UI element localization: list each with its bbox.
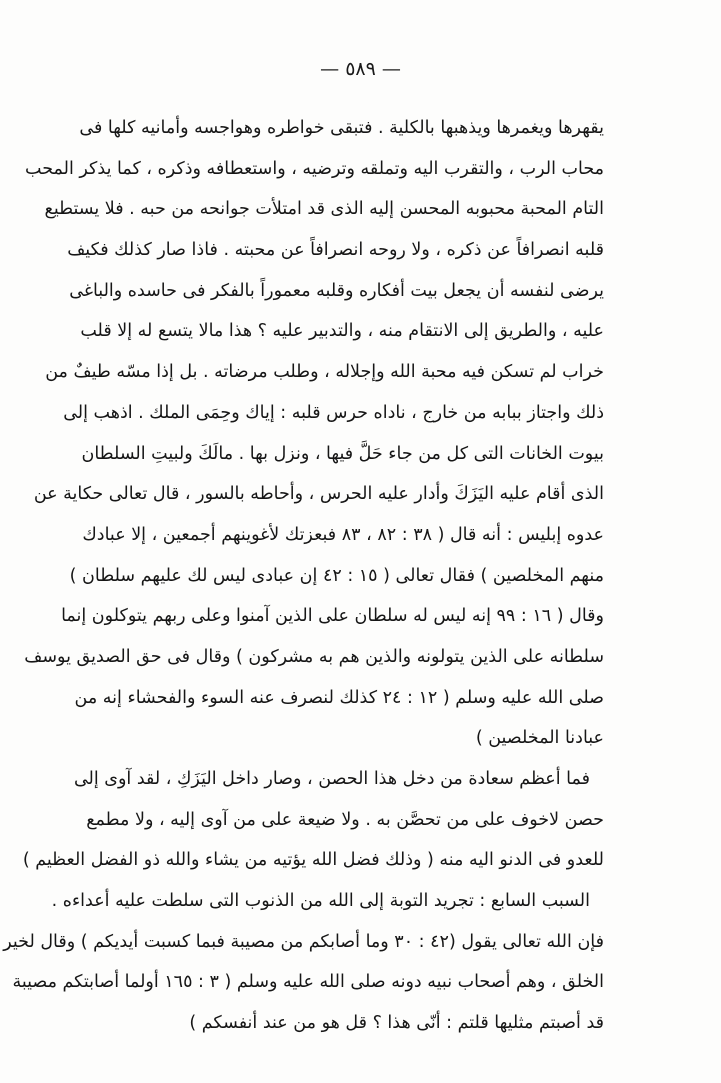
text-line: فإن الله تعالى يقول (٤٢ : ٣٠ وما أصابكم من مصيبة فبما كسبت أيديكم ) وقال لخير [3, 931, 604, 952]
text-line: عدوه إبليس : أنه قال ( ٣٨ : ٨٢ ، ٨٣ فبعزتك لأغوينهم أجمعين ، إلا عبادك [82, 524, 604, 545]
text-line: عليه ، والطريق إلى الانتقام منه ، والتدبير عليه ؟ هذا مالا يتسع له إلا قلب [80, 321, 604, 342]
text-line: الذى أقام عليه اليَزَكَ وأدار عليه الحرس ، وأحاطه بالسور ، قال تعالى حكاية عن [33, 484, 604, 505]
text-line: التام المحبة محبوبه المحسن إليه الذى قد امتلأت جوانحه من حبه . فلا يستطيع [44, 199, 604, 220]
text-line: وقال ( ١٦ : ٩٩ إنه ليس له سلطان على الذين آمنوا وعلى ربهم يتوكلون إنما [61, 606, 604, 627]
text-line: خراب لم تسكن فيه محبة الله وإجلاله ، وطلب مرضاته . بل إذا مسّه طيفٌ من [45, 362, 604, 383]
text-line: صلى الله عليه وسلم ( ١٢ : ٢٤ كذلك لنصرف عنه السوء والفحشاء إنه من [74, 687, 604, 708]
text-line: بيوت الخانات التى كل من جاء حَلَّ فيها ، ونزل بها . مالَكَ ولبيتِ السلطان [81, 443, 604, 464]
text-line: للعدو فى الدنو اليه منه ( وذلك فضل الله يؤتيه من يشاء والله ذو الفضل العظيم ) [22, 850, 604, 871]
text-line: الخلق ، وهم أصحاب نبيه دونه صلى الله عليه وسلم ( ٣ : ١٦٥ أولما أصابتكم مصيبة [12, 972, 604, 993]
text-line: يقهرها ويغمرها ويذهبها بالكلية . فتبقى خواطره وهواجسه وأمانيه كلها فى [79, 118, 604, 138]
text-line: السبب السابع : تجريد التوبة إلى الله من الذنوب التى سلطت عليه أعداءه . [51, 891, 590, 912]
text-line: قد أصبتم مثليها قلتم : أنّى هذا ؟ قل هو من عند أنفسكم ) [189, 1013, 604, 1034]
text-line: حصن لاخوف على من تحصَّن به . ولا ضيعة على من آوى إليه ، ولا مطمع [86, 809, 604, 830]
text-line: قلبه انصرافاً عن ذكره ، ولا روحه انصرافاً عن محبته . فاذا صار كذلك فكيف [67, 240, 604, 261]
text-line: ذلك واجتاز ببابه من خارج ، ناداه حرس قلبه : إياك وحِمَى الملك . اذهب إلى [63, 402, 604, 423]
text-line: فما أعظم سعادة من دخل هذا الحصن ، وصار داخل اليَزَكِ ، لقد آوى إلى [73, 769, 590, 789]
text-line: منهم المخلصين ) فقال تعالى ( ١٥ : ٤٢ إن عبادى ليس لك عليهم سلطان ) [69, 565, 604, 586]
text-line: محاب الرب ، والتقرب اليه وتملقه وترضيه ، واستعطافه وذكره ، كما يذكر المحب [25, 158, 604, 179]
text-line: عبادنا المخلصين ) [475, 728, 604, 749]
text-line: يرضى لنفسه أن يجعل بيت أفكاره وقلبه معموراً بالفكر فى حاسده والباغى [69, 280, 604, 301]
text-line: سلطانه على الذين يتولونه والذين هم به مشركون ) وقال فى حق الصديق يوسف [24, 646, 604, 667]
page-number: — ٥٨٩ — [320, 58, 401, 80]
body-text [3, 108, 604, 1044]
